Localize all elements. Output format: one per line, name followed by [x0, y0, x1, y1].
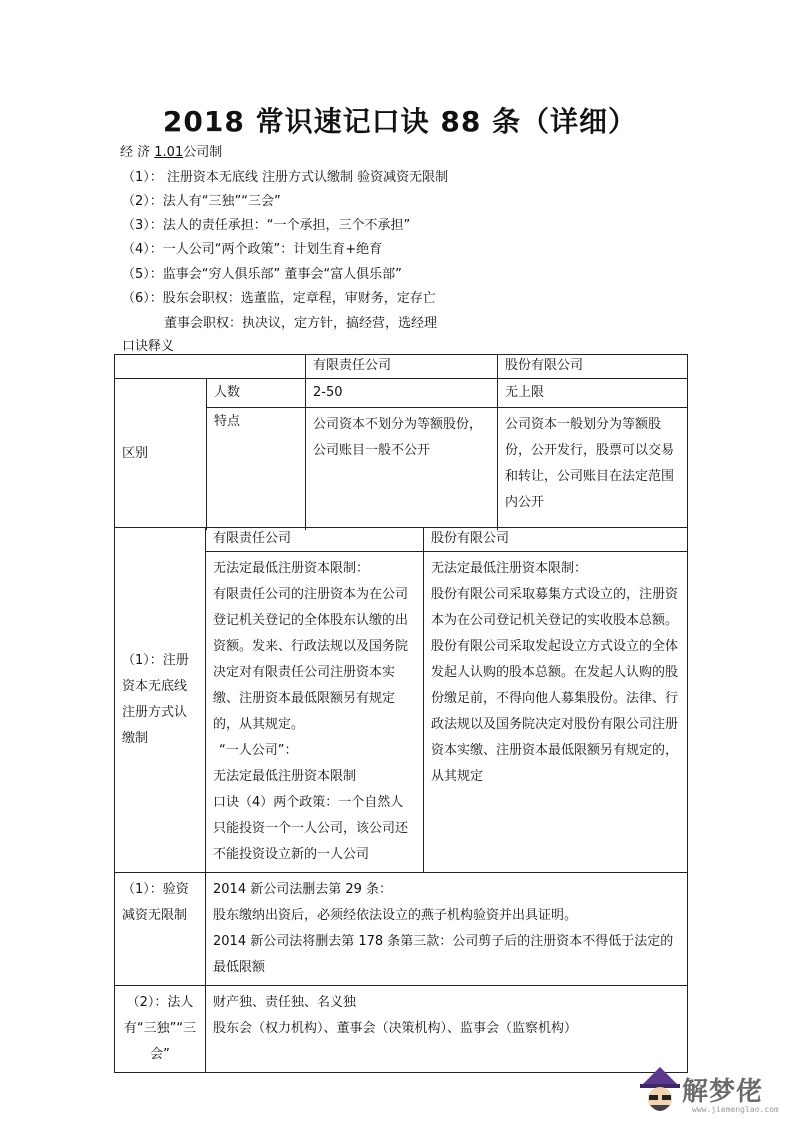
table2-head-jsc: 股份有限公司: [424, 528, 688, 552]
site-watermark: [638, 1063, 788, 1123]
table2-row3-p1: 财产独、责任独、名义独: [213, 995, 357, 1010]
table2-row3-content: [206, 986, 688, 1073]
table1-feature-llc: 公司资本不划分为等额股份，公司账目一般不公开: [306, 408, 498, 530]
table1-people-llc: 2-50: [306, 379, 498, 408]
table2-row1-llc-p4: 无法定最低注册资本限制: [213, 769, 357, 784]
explain-label: 口诀释义: [122, 339, 175, 354]
table1-people-jsc: 无上限: [498, 379, 688, 408]
rule-line-5: （5）：监事会“穷人俱乐部” 董事会“富人俱乐部”: [122, 267, 402, 282]
section-number: 1.01: [154, 145, 184, 160]
page-title: 2018 常识速记口诀 88 条（详细）: [162, 105, 638, 138]
table1-feature-label: 特点: [207, 408, 306, 530]
watermark-url: www.jiemenglao.com: [692, 1105, 779, 1114]
table1-corner-cell: [115, 355, 306, 379]
table2-row2-p1: 2014 新公司法删去第 29 条：: [213, 882, 393, 897]
table2-row1-jsc-p1: 无法定最低注册资本限制：: [431, 561, 588, 576]
table2-row2-label: （1）：验资减资无限制: [115, 873, 206, 986]
table2-row2-content: [206, 873, 688, 986]
table2-row1-llc-p5: 口诀（4）两个政策：一个自然人只能投资一个一人公司，该公司还不能投资设立新的一人公司: [213, 795, 409, 862]
table2-row1-jsc: [424, 552, 688, 873]
table1-head-llc: 有限责任公司: [306, 355, 498, 379]
table2-head-llc: 有限责任公司: [206, 528, 424, 552]
table1-row-group-label: 区别: [115, 379, 207, 530]
rule-line-3: （3）：法人的责任承担：“一个承担，三个不承担”: [122, 218, 411, 233]
table1-people-label: 人数: [207, 379, 306, 408]
table2-row1-llc-p3: “一人公司”：: [219, 743, 298, 758]
section-name: 公司制: [183, 145, 223, 160]
section-heading: [120, 141, 222, 160]
section-prefix: 经 济: [120, 145, 155, 160]
table2-row1-jsc-p2: 股份有限公司采取募集方式设立的，注册资本为在公司登记机关登记的实收股本总额。股份有限公司采取发起设立方式设立的全体发起人认购的股本总额。在发起人认购的股份缴足前，不得向他人募集股份。法律、行政法规以及国务院决定对股份有限公司注册资本实缴、注册资本最低限额另有规定的，从其规定: [431, 587, 679, 784]
table2-row1-llc-p2: 有限责任公司的注册资本为在公司登记机关登记的全体股东认缴的出资额。发来、行政法规以及国务院决定对有限责任公司注册资本实缴、注册资本最低限额另有规定的，从其规定。: [213, 587, 409, 732]
rule-line-2: （2）：法人有“三独”“三会”: [122, 194, 281, 209]
watermark-text: 解梦佬: [682, 1077, 764, 1107]
rule-line-4: （4）：一人公司“两个政策”：计划生育+绝育: [122, 242, 383, 257]
table1-head-jsc: 股份有限公司: [498, 355, 688, 379]
rule-line-7: 董事会职权：执决议，定方针，搞经营，选经理: [164, 316, 438, 331]
table2-row3-label: （2）：法人有“三独”“三会”: [115, 986, 206, 1073]
table2-row2-p3: 2014 新公司法将删去第 178 条第三款：公司剪子后的注册资本不得低于法定的最低限额: [213, 934, 674, 975]
rule-line-1: （1）： 注册资本无底线 注册方式认缴制 验资减资无限制: [122, 170, 449, 185]
wizard-mascot-icon: [638, 1063, 682, 1119]
table2-row3-p2: 股东会（权力机构）、董事会（决策机构）、监事会（监察机构）: [213, 1021, 578, 1036]
table2-row1-llc: [206, 552, 424, 873]
comparison-table-2: [114, 527, 688, 1073]
table2-row1-llc-p1: 无法定最低注册资本限制：: [213, 561, 370, 576]
table2-row2-p2: 股东缴纳出资后，必须经依法设立的燕子机构验资并出具证明。: [213, 908, 578, 923]
table1-feature-jsc: 公司资本一般划分为等额股份，公开发行，股票可以交易和转让，公司账目在法定范围内公开: [498, 408, 688, 530]
table2-row1-label: （1）：注册资本无底线 注册方式认缴制: [115, 528, 206, 873]
comparison-table-1: [114, 354, 688, 530]
rule-line-6: （6）：股东会职权：选董监，定章程，审财务，定存亡: [122, 291, 436, 306]
